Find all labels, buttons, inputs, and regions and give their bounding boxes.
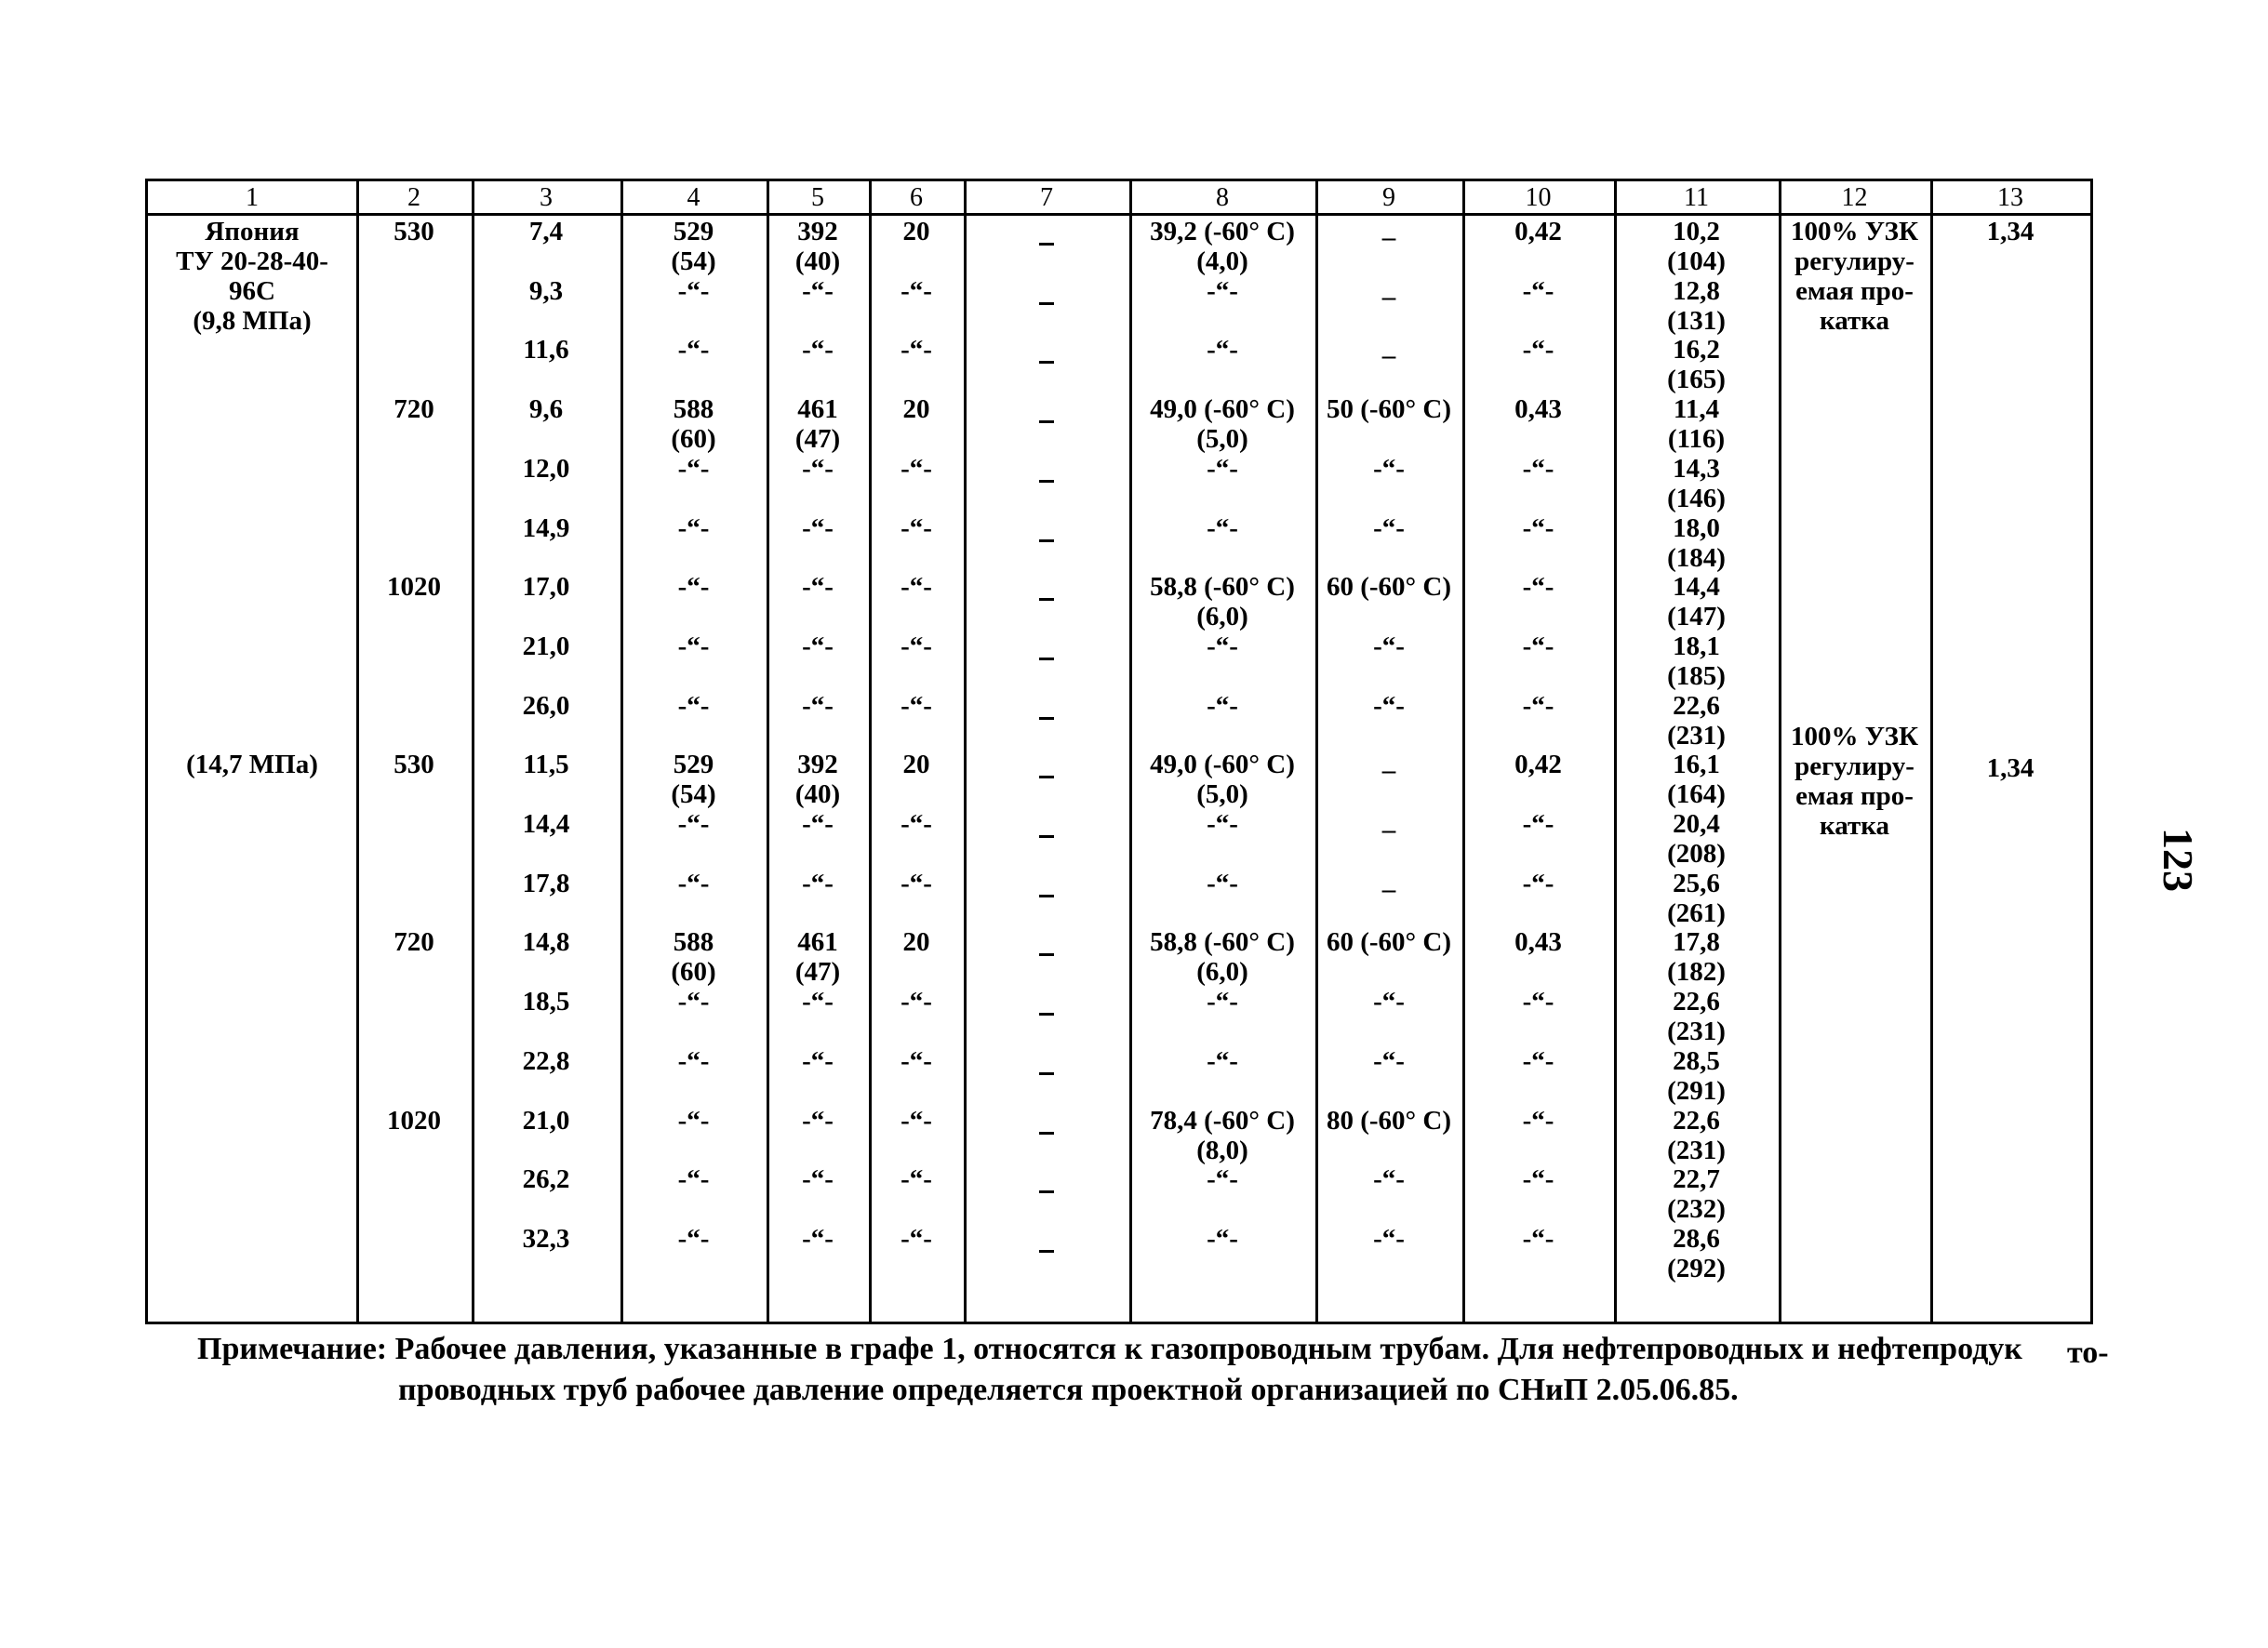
cell-tensile-strength: -“- (677, 572, 710, 603)
cell-carbon-equivalent: 0,42 (1514, 217, 1562, 246)
cell-impact-strength-2: -“- (1373, 453, 1405, 484)
cell-col7-dash (1039, 776, 1054, 778)
column-header-9: 9 (1382, 183, 1395, 212)
cell-impact-strength: -“- (1207, 631, 1238, 661)
cell-col7-dash (1039, 598, 1054, 601)
cell-col7-dash (1039, 1013, 1054, 1016)
cell-col7-dash (1039, 302, 1054, 305)
cell-tensile-strength: -“- (677, 453, 710, 484)
cell-test-pressure-kgf: (231) (1667, 1017, 1726, 1047)
cell-diameter: 1020 (387, 1105, 441, 1136)
cell-elongation: -“- (901, 809, 932, 839)
cell-carbon-equivalent: -“- (1522, 512, 1554, 543)
cell-test-pressure: 10,2 (1673, 217, 1720, 246)
cell-yield-strength-kgf: (47) (794, 957, 841, 988)
cell-wall-thickness: 12,0 (522, 453, 570, 484)
cell-test-pressure-kgf: (261) (1667, 897, 1726, 928)
cell-impact-strength: -“- (1207, 809, 1238, 839)
cell-tensile-strength: -“- (677, 1045, 710, 1076)
cell-diameter: 530 (394, 750, 434, 780)
cell-wall-thickness: 9,6 (528, 394, 564, 425)
cell-col7-dash (1039, 420, 1054, 423)
cell-test-pressure-kgf: (182) (1667, 957, 1726, 988)
cell-wall-thickness: 26,0 (522, 690, 570, 721)
cell-working-pressure: (14,7 МПа) (186, 750, 318, 780)
cell-inspection-line: катка (1819, 811, 1890, 842)
cell-test-pressure-kgf: (232) (1667, 1194, 1726, 1225)
cell-col7-dash (1039, 480, 1054, 483)
column-header-10: 10 (1525, 183, 1552, 212)
cell-wall-thickness: 18,5 (522, 987, 570, 1017)
cell-wall-thickness: 32,3 (522, 1223, 570, 1254)
cell-test-pressure: 22,6 (1673, 1105, 1720, 1136)
cell-carbon-equivalent: 0,42 (1514, 750, 1562, 780)
cell-test-pressure: 18,0 (1673, 512, 1720, 543)
cell-elongation: -“- (901, 1045, 932, 1076)
cell-yield-strength: -“- (802, 690, 834, 721)
cell-test-pressure-kgf: (184) (1667, 542, 1726, 573)
cell-impact-strength-kgf: (6,0) (1196, 957, 1248, 988)
cell-impact-strength-kgf: (5,0) (1196, 779, 1248, 810)
cell-impact-strength-2: -“- (1373, 690, 1405, 721)
cell-impact-strength: -“- (1207, 690, 1238, 721)
column-divider (1930, 181, 1933, 1322)
cell-inspection-line: 100% УЗК (1791, 217, 1918, 246)
cell-elongation: -“- (901, 1105, 932, 1136)
cell-elongation: -“- (901, 335, 932, 365)
cell-col7-dash (1039, 1190, 1054, 1193)
cell-impact-strength-2: – (1381, 222, 1396, 252)
pipe-spec-table (145, 179, 2093, 1324)
cell-diameter: 530 (394, 217, 434, 246)
cell-yield-strength: -“- (802, 1105, 834, 1136)
cell-tensile-strength-kgf: (54) (671, 246, 716, 276)
column-divider (869, 181, 872, 1322)
cell-carbon-equivalent: -“- (1522, 335, 1554, 365)
cell-impact-strength-2: 80 (-60° С) (1326, 1105, 1452, 1136)
cell-carbon-equivalent: -“- (1522, 1223, 1554, 1254)
cell-col7-dash (1039, 658, 1054, 660)
cell-tensile-strength: -“- (677, 809, 710, 839)
cell-impact-strength: -“- (1207, 1223, 1238, 1254)
column-divider (1779, 181, 1781, 1322)
cell-inspection-line: емая про- (1795, 781, 1914, 812)
column-divider (1614, 181, 1617, 1322)
note-line-1-tail: то- (2067, 1336, 2109, 1370)
cell-test-pressure: 20,4 (1673, 809, 1720, 839)
cell-col7-dash (1039, 953, 1054, 956)
cell-wall-thickness: 17,0 (522, 572, 570, 603)
cell-tensile-strength-kgf: (54) (671, 779, 716, 810)
cell-tensile-strength-kgf: (60) (671, 957, 716, 988)
cell-test-pressure-kgf: (291) (1667, 1075, 1726, 1106)
cell-carbon-equivalent: -“- (1522, 1164, 1554, 1195)
cell-wall-thickness: 9,3 (528, 275, 564, 306)
cell-impact-strength-2: 50 (-60° С) (1326, 394, 1452, 425)
cell-elongation: -“- (901, 1164, 932, 1195)
cell-impact-strength-2: -“- (1373, 1045, 1405, 1076)
cell-yield-strength-kgf: (40) (794, 779, 841, 810)
cell-yield-strength: -“- (802, 1045, 834, 1076)
column-divider (472, 181, 474, 1322)
cell-yield-strength: -“- (802, 631, 834, 661)
cell-impact-strength-kgf: (4,0) (1196, 246, 1248, 276)
cell-carbon-equivalent: -“- (1522, 453, 1554, 484)
cell-wall-thickness: 7,4 (528, 217, 564, 246)
cell-impact-strength: 39,2 (-60° С) (1150, 217, 1295, 246)
cell-elongation: -“- (901, 512, 932, 543)
cell-carbon-equivalent: -“- (1522, 987, 1554, 1017)
cell-yield-strength: 392 (797, 217, 838, 246)
note-line-2: проводных труб рабочее давление определяется проектной организацией по СНиП 2.05.06.85. (398, 1373, 1739, 1407)
cell-wall-thickness: 14,9 (522, 512, 570, 543)
cell-carbon-equivalent: -“- (1522, 631, 1554, 661)
cell-test-pressure: 28,5 (1673, 1045, 1720, 1076)
column-header-12: 12 (1841, 183, 1868, 212)
cell-impact-strength-kgf: (6,0) (1196, 602, 1248, 632)
cell-impact-strength-2: – (1381, 755, 1396, 786)
cell-impact-strength: 58,8 (-60° С) (1150, 572, 1295, 603)
cell-impact-strength: -“- (1207, 453, 1238, 484)
cell-test-pressure-kgf: (116) (1667, 424, 1726, 455)
cell-impact-strength-kgf: (8,0) (1196, 1135, 1248, 1165)
page-number: 123 (2155, 828, 2202, 892)
cell-col7-dash (1039, 361, 1054, 364)
cell-tensile-strength: -“- (677, 690, 710, 721)
cell-test-pressure-kgf: (146) (1667, 483, 1726, 513)
cell-tensile-strength: -“- (677, 1105, 710, 1136)
cell-yield-strength: -“- (802, 335, 834, 365)
cell-inspection-line: катка (1819, 306, 1890, 336)
cell-diameter: 720 (394, 927, 434, 958)
cell-yield-strength: -“- (802, 453, 834, 484)
table-header-row (148, 181, 2090, 216)
cell-elongation: -“- (901, 631, 932, 661)
cell-yield-strength: -“- (802, 809, 834, 839)
cell-impact-strength: -“- (1207, 1045, 1238, 1076)
cell-yield-strength: 392 (797, 750, 838, 780)
cell-col7-dash (1039, 1250, 1054, 1253)
cell-diameter: 1020 (387, 572, 441, 603)
column-header-3: 3 (540, 183, 553, 212)
cell-col7-dash (1039, 895, 1054, 897)
cell-impact-strength: -“- (1207, 1164, 1238, 1195)
cell-test-pressure: 28,6 (1673, 1223, 1720, 1254)
cell-impact-strength: 49,0 (-60° С) (1150, 394, 1295, 425)
column-divider (1129, 181, 1132, 1322)
column-header-13: 13 (1997, 183, 2023, 212)
cell-test-pressure: 16,1 (1673, 750, 1720, 780)
cell-elongation: -“- (901, 1223, 932, 1254)
cell-col7-dash (1039, 717, 1054, 720)
cell-carbon-equivalent: -“- (1522, 690, 1554, 721)
cell-test-pressure-kgf: (131) (1667, 305, 1726, 336)
cell-elongation: -“- (901, 690, 932, 721)
cell-wall-thickness: 21,0 (522, 1105, 570, 1136)
cell-yield-strength-kgf: (47) (794, 424, 841, 455)
cell-tensile-strength: 588 (673, 394, 714, 425)
cell-carbon-equivalent: -“- (1522, 868, 1554, 898)
cell-test-pressure-kgf: (231) (1667, 1135, 1726, 1165)
cell-impact-strength-2: -“- (1373, 512, 1405, 543)
cell-col7-dash (1039, 1072, 1054, 1075)
cell-elongation: -“- (901, 987, 932, 1017)
cell-elongation: 20 (902, 394, 930, 425)
cell-test-pressure: 14,3 (1673, 453, 1720, 484)
column-divider (964, 181, 967, 1322)
cell-impact-strength-2: -“- (1373, 987, 1405, 1017)
column-header-1: 1 (246, 183, 259, 212)
column-header-8: 8 (1216, 183, 1229, 212)
cell-diameter: 720 (394, 394, 434, 425)
cell-manufacturer-line: (9,8 МПа) (193, 306, 312, 336)
cell-test-pressure: 14,4 (1673, 572, 1720, 603)
cell-impact-strength-2: 60 (-60° С) (1326, 572, 1452, 603)
cell-impact-strength-2: – (1381, 281, 1396, 312)
cell-col7-dash (1039, 539, 1054, 542)
cell-carbon-equivalent: 0,43 (1514, 927, 1562, 958)
cell-inspection-line: регулиру- (1794, 751, 1914, 782)
cell-elongation: 20 (902, 750, 930, 780)
cell-test-pressure-kgf: (104) (1667, 246, 1726, 276)
cell-impact-strength-2: -“- (1373, 1223, 1405, 1254)
cell-impact-strength-2: – (1381, 815, 1396, 844)
cell-yield-strength: 461 (797, 927, 838, 958)
cell-test-pressure: 18,1 (1673, 631, 1720, 661)
column-divider (356, 181, 359, 1322)
cell-tensile-strength: 588 (673, 927, 714, 958)
cell-carbon-equivalent: -“- (1522, 1045, 1554, 1076)
cell-yield-strength: -“- (802, 572, 834, 603)
cell-elongation: 20 (902, 927, 930, 958)
cell-inspection-line: емая про- (1795, 276, 1914, 306)
cell-test-pressure-kgf: (164) (1667, 779, 1726, 810)
cell-impact-strength: -“- (1207, 275, 1238, 306)
cell-test-pressure: 17,8 (1673, 927, 1720, 958)
column-divider (620, 181, 623, 1322)
cell-wall-thickness: 14,4 (522, 809, 570, 839)
cell-impact-strength-2: -“- (1373, 1164, 1405, 1195)
cell-yield-strength: -“- (802, 512, 834, 543)
cell-impact-strength: 78,4 (-60° С) (1150, 1105, 1295, 1136)
cell-wall-thickness: 26,2 (522, 1164, 570, 1195)
cell-col7-dash (1039, 1132, 1054, 1135)
cell-impact-strength: 49,0 (-60° С) (1150, 750, 1295, 780)
cell-impact-strength-2: – (1381, 873, 1396, 904)
cell-elongation: -“- (901, 275, 932, 306)
cell-impact-strength: -“- (1207, 512, 1238, 543)
cell-test-pressure-kgf: (231) (1667, 720, 1726, 751)
cell-tensile-strength: 529 (673, 750, 714, 780)
column-header-2: 2 (407, 183, 420, 212)
column-header-6: 6 (910, 183, 923, 212)
cell-test-pressure: 16,2 (1673, 335, 1720, 365)
cell-yield-strength: -“- (802, 275, 834, 306)
cell-test-pressure: 25,6 (1673, 868, 1720, 898)
cell-tensile-strength: -“- (677, 1223, 710, 1254)
cell-yield-strength: -“- (802, 987, 834, 1017)
column-header-4: 4 (687, 183, 700, 212)
column-header-7: 7 (1040, 183, 1053, 212)
cell-yield-strength: -“- (802, 868, 834, 898)
cell-test-pressure: 22,6 (1673, 987, 1720, 1017)
cell-inspection-line: регулиру- (1794, 246, 1914, 276)
note-line-1: Примечание: Рабочее давления, указанные в графе 1, относятся к газопроводным трубам. Для нефтепроводных и нефтепродук (197, 1332, 2022, 1366)
cell-carbon-equivalent: -“- (1522, 275, 1554, 306)
cell-safety-factor: 1,34 (1986, 217, 2035, 246)
cell-impact-strength: 58,8 (-60° С) (1150, 927, 1295, 958)
cell-test-pressure-kgf: (185) (1667, 660, 1726, 691)
cell-carbon-equivalent: -“- (1522, 1105, 1554, 1136)
cell-elongation: -“- (901, 868, 932, 898)
cell-test-pressure: 11,4 (1673, 394, 1720, 425)
cell-impact-strength: -“- (1207, 335, 1238, 365)
cell-yield-strength: 461 (797, 394, 838, 425)
cell-wall-thickness: 17,8 (522, 868, 570, 898)
cell-manufacturer-line: ТУ 20-28-40- (176, 246, 328, 276)
cell-tensile-strength: -“- (677, 868, 710, 898)
cell-impact-strength: -“- (1207, 868, 1238, 898)
cell-test-pressure-kgf: (208) (1667, 839, 1726, 869)
cell-test-pressure: 22,7 (1673, 1164, 1720, 1195)
cell-tensile-strength: -“- (677, 275, 710, 306)
cell-test-pressure-kgf: (147) (1667, 602, 1726, 632)
cell-impact-strength-2: 60 (-60° С) (1326, 927, 1452, 958)
cell-elongation: -“- (901, 572, 932, 603)
column-divider (1315, 181, 1318, 1322)
cell-test-pressure-kgf: (165) (1667, 365, 1726, 395)
cell-tensile-strength: -“- (677, 987, 710, 1017)
cell-wall-thickness: 14,8 (522, 927, 570, 958)
cell-wall-thickness: 11,5 (523, 750, 569, 780)
cell-test-pressure: 12,8 (1673, 275, 1720, 306)
cell-carbon-equivalent: -“- (1522, 572, 1554, 603)
cell-carbon-equivalent: 0,43 (1514, 394, 1562, 425)
cell-safety-factor: 1,34 (1986, 753, 2035, 784)
cell-wall-thickness: 11,6 (523, 335, 569, 365)
cell-manufacturer-line: Япония (205, 217, 300, 246)
cell-wall-thickness: 22,8 (522, 1045, 570, 1076)
cell-yield-strength: -“- (802, 1223, 834, 1254)
cell-test-pressure: 22,6 (1673, 690, 1720, 721)
cell-tensile-strength: -“- (677, 631, 710, 661)
cell-tensile-strength: -“- (677, 335, 710, 365)
cell-manufacturer-line: 96С (229, 276, 275, 306)
cell-inspection-line: 100% УЗК (1791, 722, 1918, 752)
cell-wall-thickness: 21,0 (522, 631, 570, 661)
cell-yield-strength: -“- (802, 1164, 834, 1195)
cell-col7-dash (1039, 243, 1054, 246)
cell-impact-strength-kgf: (5,0) (1196, 424, 1248, 455)
cell-yield-strength-kgf: (40) (794, 246, 841, 276)
cell-impact-strength: -“- (1207, 987, 1238, 1017)
cell-carbon-equivalent: -“- (1522, 809, 1554, 839)
column-header-11: 11 (1684, 183, 1709, 212)
cell-tensile-strength: -“- (677, 1164, 710, 1195)
column-divider (1462, 181, 1465, 1322)
cell-col7-dash (1039, 835, 1054, 838)
column-header-5: 5 (811, 183, 824, 212)
cell-tensile-strength: 529 (673, 217, 714, 246)
cell-impact-strength-2: -“- (1373, 631, 1405, 661)
cell-impact-strength-2: – (1381, 340, 1396, 371)
cell-elongation: 20 (902, 217, 930, 246)
cell-test-pressure-kgf: (292) (1667, 1253, 1726, 1283)
column-divider (767, 181, 769, 1322)
cell-tensile-strength-kgf: (60) (671, 424, 716, 455)
cell-elongation: -“- (901, 453, 932, 484)
cell-tensile-strength: -“- (677, 512, 710, 543)
